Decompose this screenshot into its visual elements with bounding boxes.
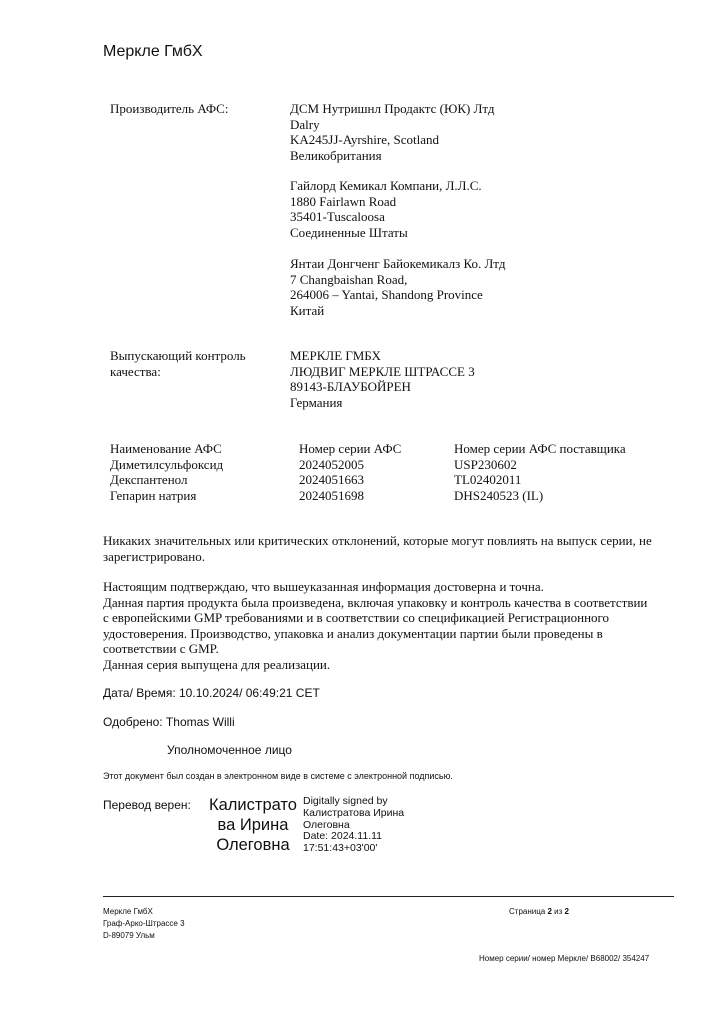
digital-signature-line-2: Калистратова Ирина	[303, 806, 405, 819]
page-prefix: Страница	[509, 907, 548, 916]
api-col-name	[110, 441, 223, 503]
deviation-paragraph	[103, 533, 693, 564]
table-cell-batch: 2024051663	[299, 472, 364, 487]
confirmation-line-3: с европейскими GMP требованиями и в соответствии со спецификацией Регистрационного	[103, 610, 610, 625]
footer-address-street: Граф-Арко-Штрассе 3	[103, 919, 185, 928]
manufacturer-block-2	[290, 178, 482, 240]
table-cell-batch: 2024051698	[299, 487, 364, 503]
confirmation-line-6: Данная серия выпущена для реализации.	[103, 656, 331, 672]
manufacturer-1-postcode: KA245JJ-Ayrshire, Scotland	[290, 132, 440, 147]
table-header-name: Наименование АФС	[110, 441, 222, 456]
signature-name-large	[203, 795, 303, 855]
digital-signature-line-5: 17:51:43+03'00'	[303, 842, 378, 855]
footer-divider	[103, 896, 674, 897]
qc-street: ЛЮДВИГ МЕРКЛЕ ШТРАССЕ 3	[290, 363, 475, 379]
confirmation-line-4: удостоверения. Производство, упаковка и анализ документации партии были проведены в	[103, 625, 603, 641]
qc-city: 89143-БЛАУБОЙРЕН	[290, 379, 411, 394]
manufacturer-2-name: Гайлорд Кемикал Компани, Л.Л.С.	[290, 178, 482, 193]
table-cell-supplier-batch: USP230602	[454, 456, 517, 472]
authorized-person: Уполномоченное лицо	[167, 743, 292, 757]
api-col-batch	[299, 441, 401, 503]
table-cell-name: Диметилсульфоксид	[110, 456, 224, 472]
confirmation-paragraph	[103, 579, 693, 672]
confirmation-line-2: Данная партия продукта была произведена, включая упаковку и контроль качества в соответствии	[103, 594, 648, 610]
manufacturer-1-country: Великобритания	[290, 147, 382, 163]
manufacturer-1-name: ДСМ Нутришнл Продактс (ЮК) Лтд	[290, 101, 495, 116]
footer-address	[103, 906, 185, 942]
digital-signature-line-1: Digitally signed by	[303, 795, 388, 807]
table-cell-supplier-batch: DHS240523 (IL)	[454, 487, 544, 503]
confirmation-line-5: соответствии с GMP.	[103, 641, 219, 656]
manufacturer-1-city: Dalry	[290, 116, 320, 132]
qc-company: МЕРКЛЕ ГМБХ	[290, 348, 381, 363]
table-cell-supplier-batch: TL02402011	[454, 472, 522, 487]
manufacturer-3-country: Китай	[290, 302, 325, 318]
manufacturer-2-street: 1880 Fairlawn Road	[290, 193, 397, 209]
datetime: Дата/ Время: 10.10.2024/ 06:49:21 CET	[103, 686, 320, 700]
manufacturer-2-country: Соединенные Штаты	[290, 224, 408, 240]
batch-number: Номер серии/ номер Меркле/ B68002/ 354247	[479, 954, 650, 963]
footer-address-city: D-89079 Ульм	[103, 931, 155, 940]
footer-address-company: Меркле ГмбХ	[103, 907, 153, 916]
approved-by: Одобрено: Thomas Willi	[103, 715, 235, 729]
qc-country: Германия	[290, 394, 343, 410]
manufacturer-2-city: 35401-Tuscaloosa	[290, 209, 385, 224]
translation-label: Перевод верен:	[103, 798, 191, 812]
page-middle: из	[551, 907, 565, 916]
signature-large-line-3: Олеговна	[216, 836, 290, 854]
manufacturer-label: Производитель АФС:	[110, 101, 229, 116]
quality-control-label-line-2: качества:	[110, 363, 161, 379]
confirmation-line-1: Настоящим подтверждаю, что вышеуказанная информация достоверна и точна.	[103, 579, 544, 594]
quality-control-label	[110, 348, 246, 379]
table-cell-name: Гепарин натрия	[110, 487, 197, 503]
api-col-supplier-batch	[454, 441, 626, 503]
manufacturer-3-city: 264006 – Yantai, Shandong Province	[290, 287, 483, 302]
company-header: Меркле ГмбХ	[103, 43, 203, 60]
api-table	[110, 441, 670, 505]
table-header-batch: Номер серии АФС	[299, 441, 402, 456]
signature-large-line-2: ва Ирина	[217, 816, 289, 834]
manufacturer-block-3	[290, 256, 505, 318]
electronic-note: Этот документ был создан в электронном виде в системе с электронной подписью.	[103, 771, 453, 781]
manufacturer-3-name: Янтаи Донгченг Байокемикалз Ко. Лтд	[290, 256, 506, 271]
digital-signature-text	[303, 796, 404, 855]
deviation-line-1: Никаких значительных или критических отклонений, которые могут повлиять на выпуск серии, не	[103, 533, 652, 548]
page-current: 2	[547, 907, 552, 916]
table-cell-batch: 2024052005	[299, 456, 364, 472]
deviation-line-2: зарегистрировано.	[103, 548, 205, 564]
digital-signature-line-4: Date: 2024.11.11	[303, 830, 383, 843]
manufacturer-block-1	[290, 101, 495, 163]
page-total: 2	[564, 907, 569, 916]
digital-signature-line-3: Олеговна	[303, 818, 350, 831]
quality-control-address	[290, 348, 475, 410]
table-cell-name: Декспантенол	[110, 472, 188, 487]
manufacturer-3-street: 7 Changbaishan Road,	[290, 271, 408, 287]
page-number	[509, 906, 569, 918]
table-header-supplier-batch: Номер серии АФС поставщика	[454, 441, 626, 456]
signature-large-line-1: Калистрато	[209, 796, 297, 814]
quality-control-label-line-1: Выпускающий контроль	[110, 348, 246, 363]
